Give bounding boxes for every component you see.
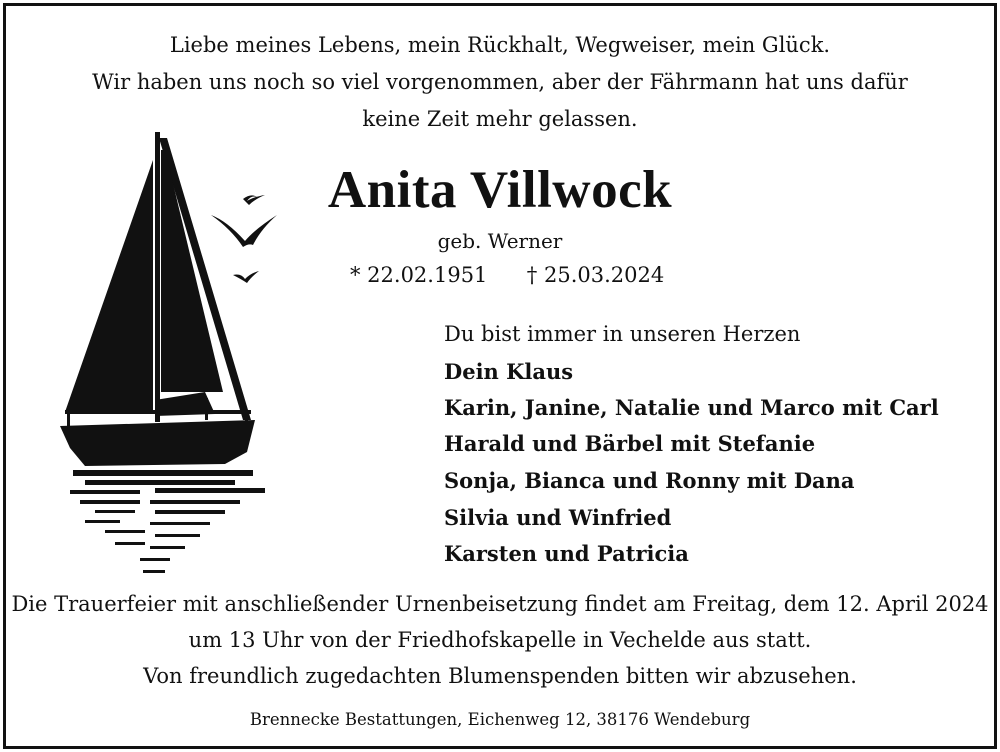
death-date: † 25.03.2024 [526, 263, 665, 287]
deceased-name: Anita Villwock [327, 161, 673, 219]
seagull-icon [205, 185, 285, 295]
family-member: Silvia und Winfried [444, 505, 672, 530]
ceremony-line-2: um 13 Uhr von der Friedhofskapelle in Vechelde aus statt. [188, 628, 812, 652]
ceremony-line-3: Von freundlich zugedachten Blumenspenden bitten wir abzusehen. [143, 664, 857, 688]
family-member: Harald und Bärbel mit Stefanie [444, 431, 816, 456]
family-intro: Du bist immer in unseren Herzen [444, 322, 801, 346]
life-dates [350, 263, 665, 287]
family-member: Karin, Janine, Natalie und Marco mit Carl [444, 395, 939, 420]
ceremony-line-1: Die Trauerfeier mit anschließender Urnenbeisetzung findet am Freitag, dem 12. April 2024 [11, 592, 989, 616]
family-member: Sonja, Bianca und Ronny mit Dana [444, 468, 855, 493]
undertaker-address: Brennecke Bestattungen, Eichenweg 12, 38176 Wendeburg [249, 710, 751, 729]
birth-date: * 22.02.1951 [350, 263, 488, 287]
motto-line-2: Wir haben uns noch so viel vorgenommen, aber der Fährmann hat uns dafür [92, 70, 908, 94]
family-member: Karsten und Patricia [444, 541, 689, 566]
motto-line-3: keine Zeit mehr gelassen. [362, 107, 638, 131]
family-member: Dein Klaus [444, 359, 574, 384]
birth-name: geb. Werner [437, 229, 563, 253]
motto-line-1: Liebe meines Lebens, mein Rückhalt, Wegweiser, mein Glück. [169, 33, 831, 57]
